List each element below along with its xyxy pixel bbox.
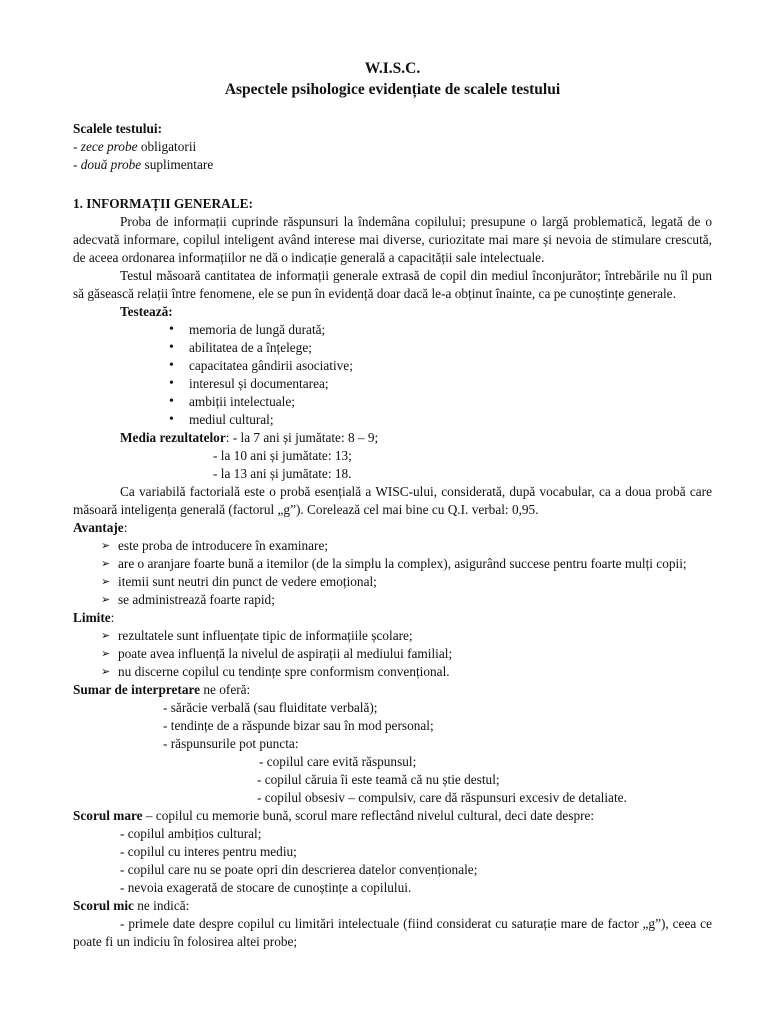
summary-subitem: - copilul căruia îi este teamă că nu știe destul; [257,772,500,787]
summary-subitem: - copilul care evită răspunsul; [259,754,417,769]
list-item: ➢ itemii sunt neutri din punct de vedere emoțional; [101,574,377,589]
paragraph-2: Testul măsoară cantitatea de informații generale extrasă de copil din mediul înconjurător; întrebările nu îl pun să găsească relații între fenomene, ele se pun în evidență doar dacă le-a obținut înainte, ca pe cunoștințe generale. [73,268,712,301]
list-item: • ambiții intelectuale; [73,393,712,411]
paragraph-1: Proba de informații cuprinde răspunsuri la îndemâna copilului; presupune o largă problematică, legată de o adecvată informare, copilul inteligent având interese mai diverse, curiozitate mai mare și nevoia de stimulare crescută, de aceea ordonarea informațiilor ne dă o indicație generală a capacității sale intelectuale. [73,214,712,265]
paragraph-3: Ca variabilă factorială este o probă esențială a WISC-ului, considerată, după vocabular, ca a doua probă care măsoară inteligența generală (factorul „g”). Corelează cel mai bine cu Q.I. verbal: 0,95. [73,484,712,517]
limits-label: Limite [73,610,111,625]
arrow-bullet-icon: ➢ [101,593,111,606]
list-item: • mediul cultural; [73,411,712,429]
low-score-heading [73,897,712,915]
scale2-rest: suplimentare [141,157,214,172]
arrow-bullet-icon: ➢ [101,575,111,588]
summary-item: - tendințe de a răspunde bizar sau în mod personal; [163,718,434,733]
scale1-rest: obligatorii [137,139,197,154]
arrow-bullet-icon: ➢ [101,557,111,570]
list-item: • abilitatea de a înțelege; [73,339,712,357]
arrow-bullet-icon: ➢ [101,539,111,552]
advantages-label: Avantaje [73,520,124,535]
media-line1-text: : - la 7 ani și jumătate: 8 – 9; [225,430,379,445]
high-score-item: - copilul cu interes pentru mediu; [120,844,297,859]
list-item: ➢ are o aranjare foarte bună a itemilor (de la simplu la complex), asigurând succese pentru foarte mulți copii; [101,556,687,571]
summary-item: - răspunsurile pot puncta: [163,736,299,751]
advantages-list [73,537,712,609]
spacer [73,100,712,120]
section1-heading: 1. INFORMAȚII GENERALE: [73,196,253,211]
low-score-label: Scorul mic [73,898,134,913]
list-item: • memoria de lungă durată; [73,321,712,339]
high-score-item: - copilul ambițios cultural; [120,826,262,841]
high-score-heading [73,807,712,825]
high-score-rest: – copilul cu memorie bună, scorul mare reflectând nivelul cultural, deci date despre: [142,808,595,823]
arrow-bullet-icon: ➢ [101,647,111,660]
list-item: ➢ nu discerne copilul cu tendințe spre conformism convențional. [101,664,450,679]
scale-line-1: - zece probe obligatorii [73,139,197,154]
media-line-2: - la 10 ani și jumătate: 13; [213,448,352,463]
scales-heading: Scalele testului: [73,121,163,136]
arrow-bullet-icon: ➢ [101,629,111,642]
media-line-3: - la 13 ani și jumătate: 18. [213,466,352,481]
list-item: • interesul și documentarea; [73,375,712,393]
low-score-rest: ne indică: [133,898,190,913]
advantages-heading: Avantaje: [73,520,128,535]
tests-list [73,321,712,429]
arrow-bullet-icon: ➢ [101,665,111,678]
high-score-item: - nevoia exagerată de stocare de cunoștințe a copilului. [120,880,412,895]
summary-subitem: - copilul obsesiv – compulsiv, care dă răspunsuri excesiv de detaliate. [257,790,627,805]
scale-line-2: - două probe suplimentare [73,157,214,172]
scale1-italic: zece probe [80,139,138,154]
limits-list [73,627,712,681]
list-item: ➢ rezultatele sunt influențate tipic de informațiile școlare; [101,628,413,643]
limits-heading: Limite: [73,610,115,625]
document-title: W.I.S.C. [364,60,421,77]
summary-heading [73,681,712,699]
list-item: • capacitatea gândirii asociative; [73,357,712,375]
media-line-1 [73,429,712,447]
tests-heading: Testează: [120,304,173,319]
document-subtitle: Aspectele psihologice evidențiate de scalele testului [224,81,561,98]
low-score-item: - primele date despre copilul cu limitări intelectuale (fiind considerat cu saturație mare de factor „g”), ceea ce poate fi un indiciu în folosirea altei probe; [73,916,712,949]
high-score-label: Scorul mare [73,808,143,823]
list-item: ➢ este proba de introducere în examinare; [101,538,329,553]
media-label: Media rezultatelor [120,430,226,445]
list-item: ➢ poate avea influență la nivelul de aspirații al mediului familial; [101,646,453,661]
summary-item: - sărăcie verbală (sau fluiditate verbală); [163,700,378,715]
scale2-italic: două probe [80,157,142,172]
summary-label: Sumar de interpretare [73,682,201,697]
high-score-item: - copilul care nu se poate opri din descrierea datelor convenționale; [120,862,478,877]
list-item: ➢ se administrează foarte rapid; [101,592,275,607]
summary-rest: ne oferă: [200,682,251,697]
spacer [73,174,712,195]
